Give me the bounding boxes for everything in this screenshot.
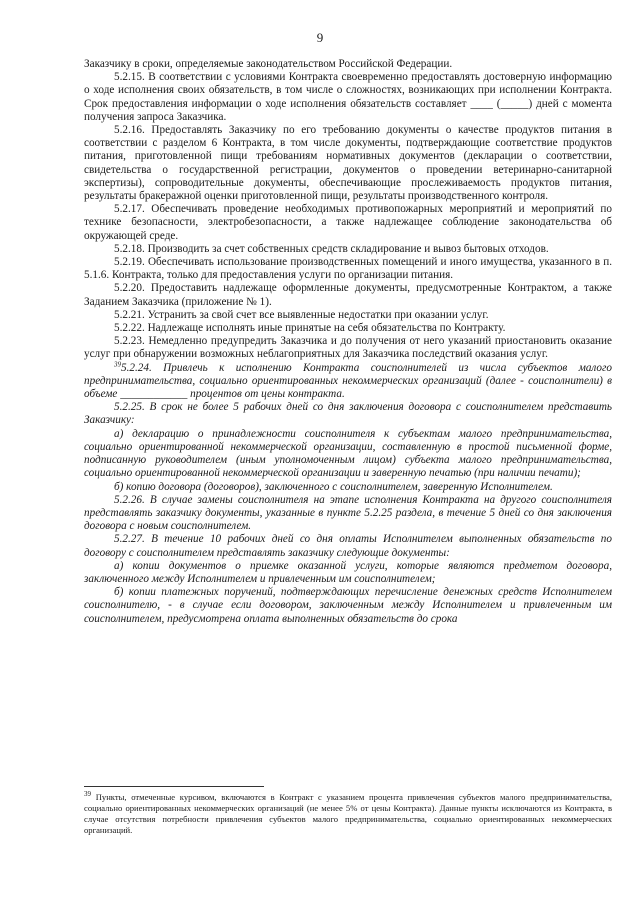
document-body bbox=[84, 58, 612, 626]
paragraph-5-2-26: 5.2.26. В случае замены соисполнителя на этапе исполнения Контракта на другого соисполнителя представлять заказчику документы, указанные в пункте 5.2.25 раздела, в течение 5 дней со дня заключения договора с новым соисполнителем. bbox=[84, 493, 612, 533]
footnote-text: Пункты, отмеченные курсивом, включаются в Контракт с указанием процента привлечения субъектов малого предпринимательства, социально ориентированных некоммерческих организаций (не менее 5% от цены Контракта). Данные пункты исключаются из Контракта, в случае отсутствия потребности привлечения субъектов малого предпринимательства, социально ориентированных некоммерческих организаций. bbox=[84, 792, 612, 835]
paragraph-5-2-27: 5.2.27. В течение 10 рабочих дней со дня оплаты Исполнителем выполненных обязательств по договору с соисполнителем представлять заказчику следующие документы: bbox=[84, 533, 612, 559]
paragraph-intro: Заказчику в сроки, определяемые законодательством Российской Федерации. bbox=[84, 58, 453, 70]
paragraph-5-2-25-a: а) декларацию о принадлежности соисполнителя к субъектам малого предпринимательства, социально ориентированной некоммерческой организации, составленную в простой письменной форме, подписанную руководителем (иным уполномоченным лицом) субъекта малого предпринимательства, социально ориентированной некоммерческой организации и заверенную печатью (при наличии печати); bbox=[84, 427, 612, 480]
paragraph-5-2-18: 5.2.18. Производить за счет собственных средств складирование и вывоз бытовых отходов. bbox=[114, 242, 549, 255]
paragraph-5-2-25-b: б) копию договора (договоров), заключенного с соисполнителем, заверенную Исполнителем. bbox=[114, 480, 553, 493]
paragraph-5-2-22: 5.2.22. Надлежаще исполнять иные принятые на себя обязательства по Контракту. bbox=[114, 322, 506, 335]
footnote-ref[interactable]: 39 bbox=[114, 359, 121, 368]
footnote bbox=[84, 792, 612, 836]
paragraph-5-2-16: 5.2.16. Предоставлять Заказчику по его требованию документы о качестве продуктов питания в соответствии с разделом 6 Контракта, в том числе документы, подтверждающие соответствие продуктов питания, приготовленной пищи требованиям нормативных документов (декларации о соответствии, свидетельства о государственной регистрации, документов о проведении ветеринарно-санитарной экспертизы), сопроводительные документы, обеспечивающие прослеживаемость продуктов питания, результаты бракеражной оценки приготовленной пищи, результаты производственного контроля. bbox=[84, 124, 612, 203]
paragraph-5-2-15: 5.2.15. В соответствии с условиями Контракта своевременно предоставлять достоверную информацию о ходе исполнения своих обязательств, в том числе о сложностях, возникающих при исполнении Контракта. Срок предоставления информации о ходе исполнения обязательств составляет ____ (_____) дней с момента получения запроса Заказчика. bbox=[84, 71, 612, 123]
paragraph-5-2-23: 5.2.23. Немедленно предупредить Заказчика и до получения от него указаний приостановить оказание услуг при обнаружении возможных неблагоприятных для Заказчика последствий оказания услуг. bbox=[84, 335, 612, 361]
page-number: 9 bbox=[316, 30, 324, 45]
paragraph-5-2-19: 5.2.19. Обеспечивать использование производственных помещений и иного имущества, указанного в п. 5.1.6. Контракта, только для предоставления услуги по организации питания. bbox=[84, 256, 612, 282]
paragraph-5-2-27-b: б) копии платежных поручений, подтверждающих перечисление денежных средств Исполнителем соисполнителю, - в случае если договором, заключенным между Исполнителем и привлеченным им соисполнителем, предусмотрена оплата выполненных обязательств до срока bbox=[84, 586, 612, 625]
paragraph-5-2-21: 5.2.21. Устранить за свой счет все выявленные недостатки при оказании услуг. bbox=[114, 308, 489, 321]
paragraph-5-2-20: 5.2.20. Предоставить надлежаще оформленные документы, предусмотренные Контрактом, а также Заданием Заказчика (приложение № 1). bbox=[84, 282, 612, 308]
paragraph-5-2-24-text: 5.2.24. Привлечь к исполнению Контракта соисполнителей из числа субъектов малого предпринимательства, социально ориентированных некоммерческих организаций (далее - соисполнители) в объеме ____________ процентов от цены контракта. bbox=[84, 361, 612, 401]
paragraph-5-2-24 bbox=[84, 359, 612, 402]
footnote-marker: 39 bbox=[84, 790, 91, 799]
footnote-divider bbox=[84, 786, 264, 787]
paragraph-5-2-25: 5.2.25. В срок не более 5 рабочих дней со дня заключения договора с соисполнителем представить Заказчику: bbox=[84, 401, 612, 427]
paragraph-5-2-27-a: а) копии документов о приемке оказанной услуги, которые являются предметом договора, заключенного между Исполнителем и привлеченным им соисполнителем; bbox=[84, 559, 612, 585]
paragraph-5-2-17: 5.2.17. Обеспечивать проведение необходимых противопожарных мероприятий и мероприятий по технике безопасности, электробезопасности, а также надлежащее соблюдение законодательства об окружающей среде. bbox=[84, 203, 612, 242]
